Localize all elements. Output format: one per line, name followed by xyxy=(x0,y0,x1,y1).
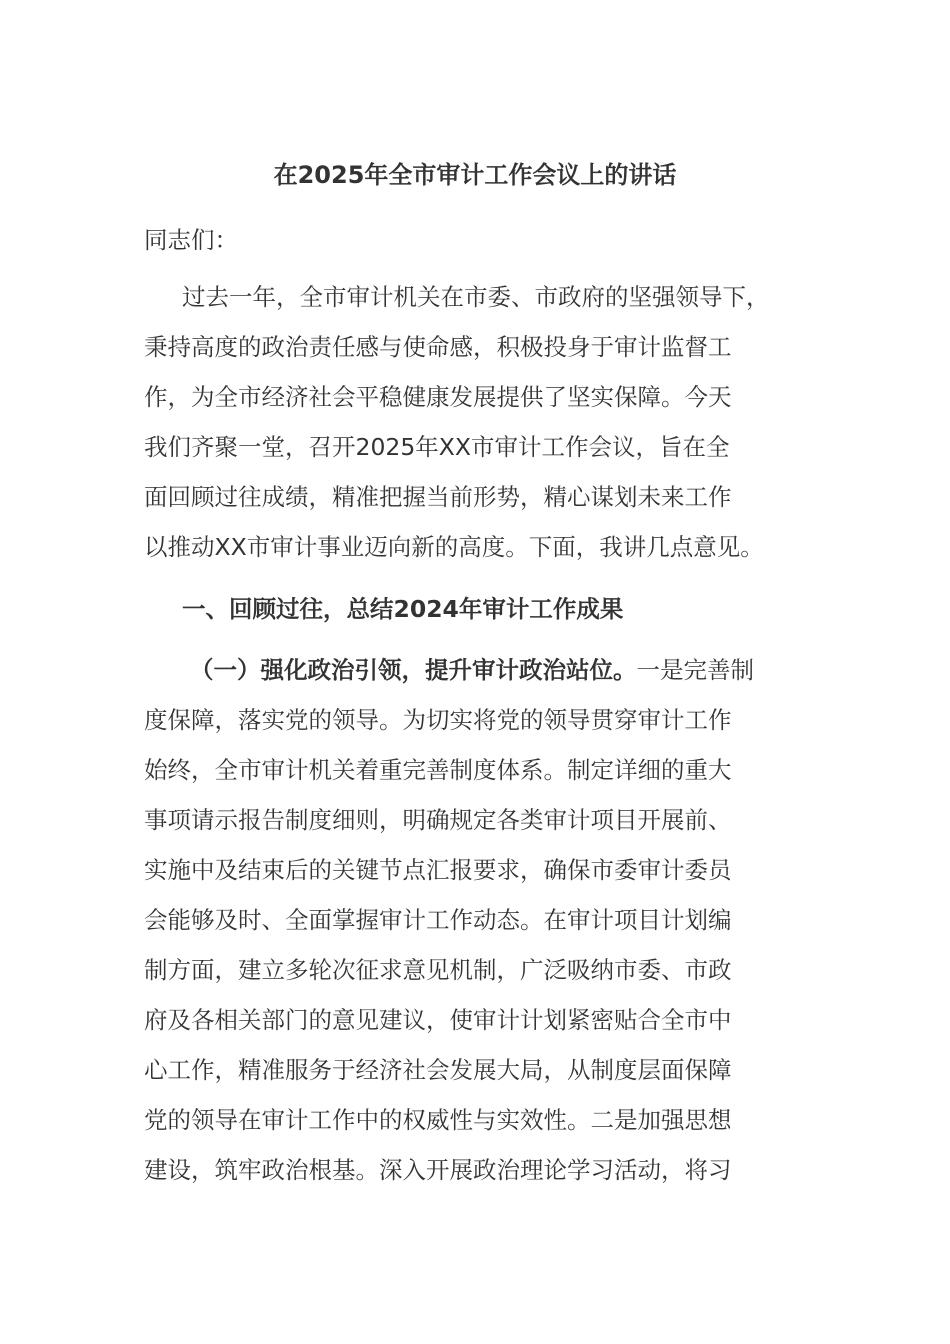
paragraph-intro xyxy=(144,272,824,572)
subsection-heading: （一）强化政治引领，提升审计政治站位。 xyxy=(190,656,637,684)
paragraph-line: 秉持高度的政治责任感与使命感，积极投身于审计监督工 xyxy=(144,333,732,361)
paragraph-line: 府及各相关部门的意见建议，使审计计划紧密贴合全市中 xyxy=(144,1006,732,1034)
paragraph-line: 面回顾过往成绩，精准把握当前形势，精心谋划未来工作 xyxy=(144,483,732,511)
paragraph-line: 作，为全市经济社会平稳健康发展提供了坚实保障。今天 xyxy=(144,383,732,411)
paragraph-line: 党的领导在审计工作中的权威性与实效性。二是加强思想 xyxy=(144,1106,732,1134)
paragraph-line: 始终，全市审计机关着重完善制度体系。制定详细的重大 xyxy=(144,756,732,784)
paragraph-line: 制方面，建立多轮次征求意见机制，广泛吸纳市委、市政 xyxy=(144,956,732,984)
document-title: 在2025年全市审计工作会议上的讲话 xyxy=(273,161,677,189)
paragraph-line: 我们齐聚一堂，召开2025年XX市审计工作会议，旨在全 xyxy=(144,433,730,461)
paragraph-line: 会能够及时、全面掌握审计工作动态。在审计项目计划编 xyxy=(144,906,732,934)
paragraph-lead-line xyxy=(144,645,824,695)
paragraph-section-1 xyxy=(144,645,824,1195)
greeting: 同志们： xyxy=(144,226,238,254)
lead-text: 一是完善制 xyxy=(636,656,754,684)
paragraph-line: 度保障，落实党的领导。为切实将党的领导贯穿审计工作 xyxy=(144,706,732,734)
paragraph-line: 心工作，精准服务于经济社会发展大局，从制度层面保障 xyxy=(144,1056,732,1084)
paragraph-line: 建设，筑牢政治根基。深入开展政治理论学习活动，将习 xyxy=(144,1156,732,1184)
paragraph-line: 实施中及结束后的关键节点汇报要求，确保市委审计委员 xyxy=(144,856,732,884)
paragraph-line: 过去一年，全市审计机关在市委、市政府的坚强领导下， xyxy=(182,283,770,311)
paragraph-line: 以推动XX市审计事业迈向新的高度。下面，我讲几点意见。 xyxy=(144,533,764,561)
paragraph-line: 事项请示报告制度细则，明确规定各类审计项目开展前、 xyxy=(144,806,732,834)
section-heading: 一、回顾过往，总结2024年审计工作成果 xyxy=(182,595,624,623)
